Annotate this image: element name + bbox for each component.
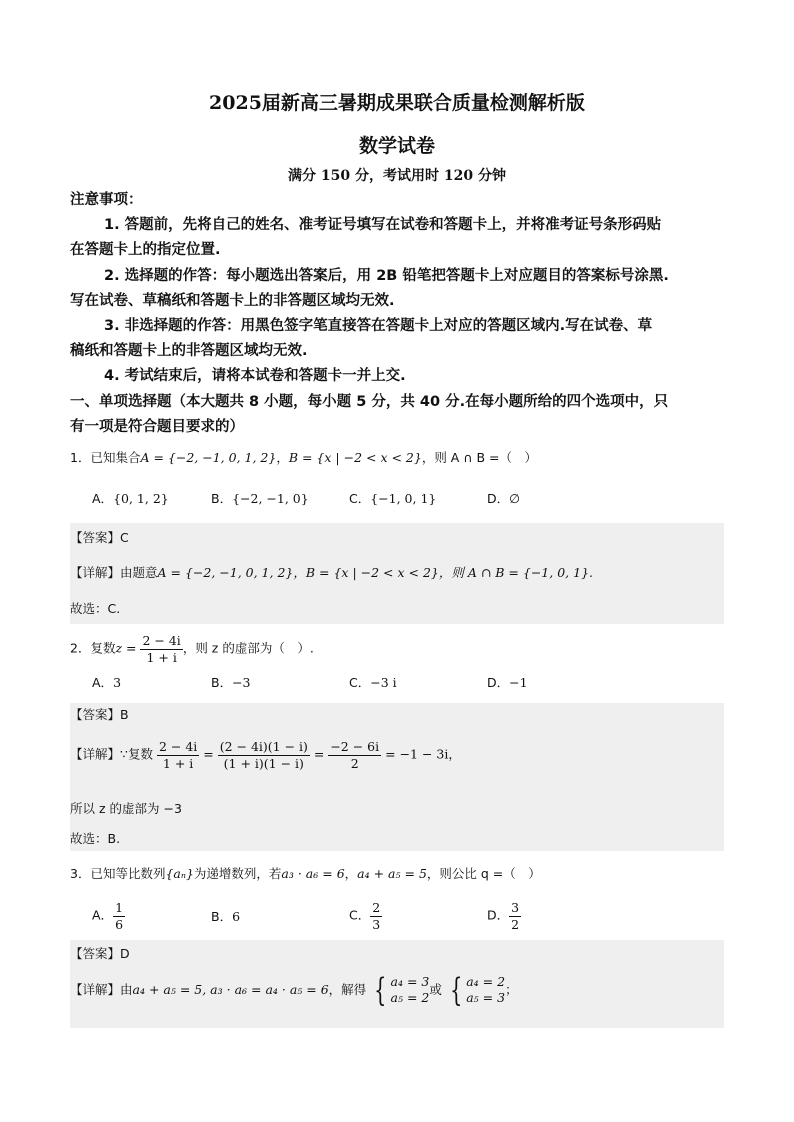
notice-item-4: 4. 考试结束后，请将本试卷和答题卡一并上交. (104, 368, 406, 384)
q1-set-b: B = {x | −2 < x < 2} (288, 450, 422, 465)
q1-option-d: D．∅ (487, 491, 521, 506)
q1-prefix: 1．已知集合 (70, 450, 141, 465)
q2-option-c: C．−3 i (349, 675, 397, 690)
q1-option-b: B．{−2, −1, 0} (211, 491, 309, 506)
notice-item-3a: 3. 非选择题的作答：用黑色签字笔直接答在答题卡上对应的答题区域内.写在试卷、草 (104, 318, 653, 334)
q3-system-2: { a₄ = 2 a₅ = 3 (449, 971, 506, 1010)
notice-item-1a: 1. 答题前，先将自己的姓名、准考证号填写在试卷和答题卡上，并将准考证号条形码贴 (104, 217, 662, 233)
notice-heading: 注意事项： (70, 192, 143, 208)
q1-detail: 【详解】由题意A = {−2, −1, 0, 1, 2}，B = {x | −2 < x < 2}，则 A ∩ B = {−1, 0, 1}. (70, 565, 593, 580)
notice-item-2a: 2. 选择题的作答：每小题选出答案后，用 2B 铅笔把答题卡上对应题目的答案标号涂黑. (104, 268, 669, 284)
q3-answer: 【答案】D (70, 946, 130, 961)
q2-choose: 故选：B. (70, 831, 121, 846)
q3-system-1: { a₄ = 3 a₅ = 2 (374, 971, 430, 1010)
q1-answer: 【答案】C (70, 530, 129, 545)
q2-option-b: B．−3 (211, 675, 251, 690)
exam-info: 满分 150 分，考试用时 120 分钟 (288, 168, 506, 184)
q2-detail: 【详解】∵复数 $\frac{2 - 4i}{1 + i}$ = $\frac{(2 - 4i)(1 - i)}{(1 + i)(1 - i)}$ = $\frac{-2 - 6i}{2}$ = −1 − 3i， (70, 739, 461, 771)
q1-option-a: A．{0, 1, 2} (92, 491, 169, 506)
q3-option-c: C． $\frac{2}{3}$ (349, 900, 381, 932)
q1-set-a: A = {−2, −1, 0, 1, 2} (140, 450, 277, 465)
question-2: 2．复数z = $\frac{2 - 4i}{1 + i}$ ，则 z 的虚部为（ ）. (70, 633, 314, 665)
q2-solution-block (70, 703, 724, 851)
q1-sep: ， (276, 450, 289, 465)
question-1 (70, 448, 724, 466)
subject-title: 数学试卷 (358, 135, 435, 157)
q3-option-b: B．6 (211, 909, 241, 924)
q3-solution-block (70, 940, 724, 1028)
q1-solution-block (70, 523, 724, 624)
q1-option-c: C．{−1, 0, 1} (349, 491, 437, 506)
q2-option-a: A．3 (92, 675, 122, 690)
q2-fraction: $\frac{2 - 4i}{1 + i}$ (142, 633, 181, 665)
question-3: 3．已知等比数列{aₙ}为递增数列，若a₃ · a₆ = 6，a₄ + a₅ = 5，则公比 q =（ ） (70, 866, 541, 881)
notice-item-1b: 在答题卡上的指定位置. (70, 242, 221, 258)
q3-detail: 【详解】由a₄ + a₅ = 5, a₃ · a₆ = a₄ · a₅ = 6，解得 { a₄ = 3 a₅ = 2 或 { a₄ = 2 a₅ = 3 ； (70, 971, 518, 1010)
section-heading-a: 一、单项选择题（本大题共 8 小题，每小题 5 分，共 40 分.在每小题所给的四个选项中，只 (70, 394, 669, 410)
document-title: 2025届新高三暑期成果联合质量检测解析版 (209, 92, 585, 114)
notice-item-2b: 写在试卷、草稿纸和答题卡上的非答题区域均无效. (70, 293, 395, 309)
q3-option-d: D． $\frac{3}{2}$ (487, 900, 520, 932)
q2-option-d: D．−1 (487, 675, 528, 690)
section-heading-b: 有一项是符合题目要求的） (70, 419, 244, 435)
notice-item-3b: 稿纸和答题卡上的非答题区域均无效. (70, 343, 308, 359)
q1-ask: ，则 A ∩ B =（ ） (421, 450, 537, 465)
q2-answer: 【答案】B (70, 707, 129, 722)
q2-so: 所以 z 的虚部为 −3 (70, 801, 182, 816)
q1-choose: 故选：C. (70, 601, 121, 616)
q3-option-a: A． $\frac{1}{6}$ (92, 900, 124, 932)
